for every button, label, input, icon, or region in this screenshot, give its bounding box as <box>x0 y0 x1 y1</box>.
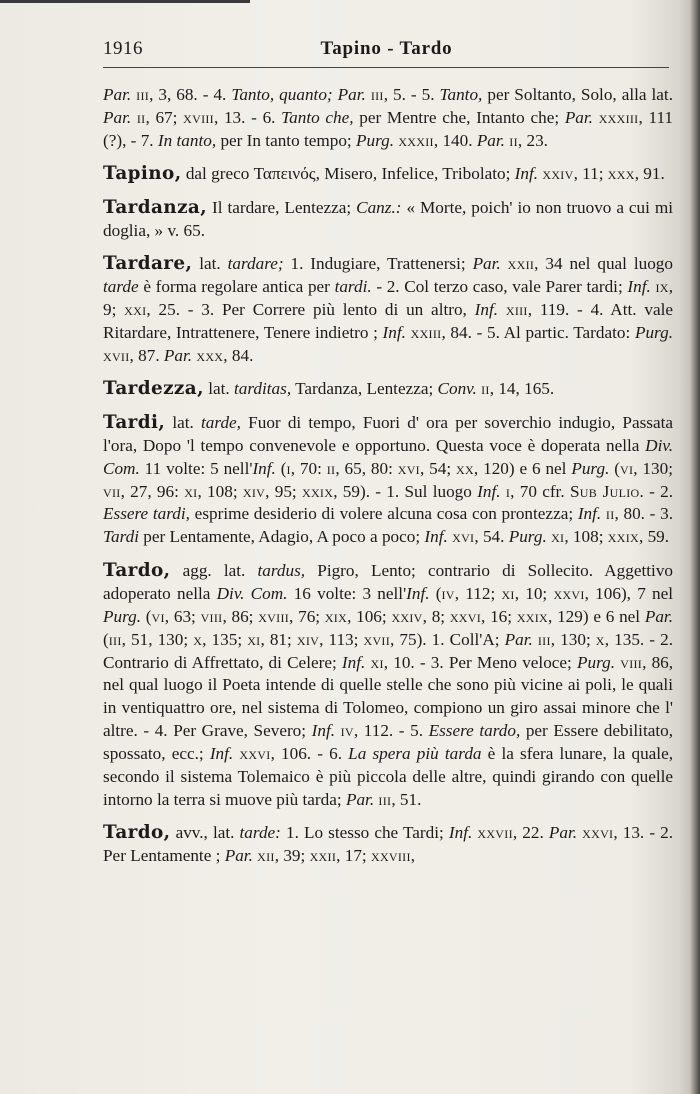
italic-text: Essere tardo, <box>428 721 521 741</box>
text-run: per In tanto tempo; <box>216 130 356 150</box>
text-run: Il tardare, Lentezza; <box>207 197 357 217</box>
italic-text: Par. <box>103 85 132 104</box>
headword: Tardezza, <box>103 378 204 400</box>
small-caps-numeral: xii <box>257 846 275 866</box>
text-run: , 106; <box>347 606 392 626</box>
text-run: , 22. <box>512 823 549 843</box>
italic-text: Par. <box>337 85 366 104</box>
italic-text: Inf. <box>209 744 234 764</box>
page-edge-shadow <box>690 0 700 1094</box>
text-run: , 135. - 2. Contrario di Affrettato, di Celere; <box>103 629 673 672</box>
italic-text: tardare; <box>227 254 284 274</box>
italic-text: Inf. <box>577 504 602 524</box>
text-run: « Morte, poich' io non truovo a cui mi doglia, » v. 65. <box>103 197 673 240</box>
text-run: 1. Lo stesso che Tardi; <box>280 823 449 843</box>
small-caps-numeral: xx <box>455 458 474 478</box>
italic-text: tarde <box>103 277 139 297</box>
small-caps-numeral: xviii <box>258 606 290 626</box>
running-title: Tapino - Tardo <box>320 38 453 59</box>
small-caps-numeral: Sub Julio <box>569 481 640 501</box>
text-run: ( <box>429 583 442 603</box>
small-caps-numeral: vii <box>103 481 121 501</box>
italic-text: Purg. <box>634 322 673 342</box>
text-run: , 10. - 3. Per Meno veloce; <box>383 652 577 672</box>
italic-text: tarde: <box>239 823 281 843</box>
small-caps-numeral: xxiv <box>542 164 574 184</box>
small-caps-numeral: iii <box>378 789 392 809</box>
text-run: , 59). - 1. Sul luogo <box>333 481 478 501</box>
headword: Tardo, <box>103 559 171 581</box>
small-caps-numeral: xxi <box>124 300 147 320</box>
entry-tardanza <box>103 197 673 243</box>
italic-text: Inf. <box>514 164 539 184</box>
dictionary-entries <box>103 84 673 879</box>
text-run: , 76; <box>289 606 325 626</box>
text-run: , 91. <box>634 164 665 184</box>
small-caps-numeral: xi <box>247 629 261 649</box>
text-run: , 59. <box>638 527 670 547</box>
small-caps-numeral: xvi <box>452 527 475 547</box>
text-run: ( <box>103 629 109 649</box>
text-run: , 112; <box>454 583 502 603</box>
italic-text: Purg. <box>356 130 395 150</box>
small-caps-numeral: i <box>286 458 291 478</box>
text-run: , 84. - 5. Al partic. Tardato: <box>441 322 635 342</box>
small-caps-numeral: xxvi <box>449 606 482 626</box>
italic-text: Inf. <box>627 277 651 297</box>
text-run: , 8; <box>422 606 450 626</box>
text-run: , 80. - 3. <box>614 504 674 524</box>
text-run: , 3, 68. - 4. <box>149 85 232 104</box>
text-run: . - 2. <box>639 481 674 501</box>
headword: Tardare, <box>103 253 193 275</box>
text-run <box>498 300 506 319</box>
italic-text: Tanto, <box>439 85 483 104</box>
italic-text: La spera più tarda <box>348 744 482 764</box>
text-run: , <box>410 846 416 866</box>
text-run: , 135; <box>202 629 248 649</box>
text-run: , 86, nel qual luogo il Poeta intende di quelle stelle che sono più vicine ai poli, le quali in ventiquattro ore, nel sistema di Tolomeo, compiono un giro assai minore che l' altre. - 4. Per Grave, Severo; <box>103 652 674 741</box>
italic-text: Tanto, quanto; <box>231 85 333 104</box>
text-run: , 120) e 6 nel <box>473 458 572 478</box>
italic-text: tardus, <box>257 560 306 580</box>
italic-text: Inf. <box>341 652 366 672</box>
italic-text: Inf. <box>477 481 501 501</box>
italic-text: tarditas, <box>233 379 292 399</box>
text-run: , 140. <box>433 130 477 150</box>
small-caps-numeral: vi <box>619 458 634 478</box>
text-run: , 13. - 6. <box>213 107 282 127</box>
small-caps-numeral: xiv <box>296 629 320 649</box>
text-run: , 51, 130; <box>121 629 194 649</box>
text-run: , 67; <box>145 107 184 127</box>
text-run: , 130; <box>550 629 596 649</box>
text-run: , 16; <box>481 606 517 626</box>
text-run: per Lentamente, Adagio, A poco a poco; <box>139 527 425 547</box>
headword: Tardi, <box>103 411 166 433</box>
text-run: , 111 (?), - 7. <box>103 107 673 150</box>
small-caps-numeral: ii <box>605 504 615 524</box>
small-caps-numeral: xix <box>324 606 348 626</box>
small-caps-numeral: xvii <box>103 345 130 365</box>
small-caps-numeral: xxx <box>196 345 224 365</box>
text-run: lat. <box>165 412 202 432</box>
text-run: per Mentre che, Intanto che; <box>353 107 565 127</box>
small-caps-numeral: xxxiii <box>598 107 639 127</box>
small-caps-numeral: xxvi <box>582 823 614 843</box>
text-run: per Soltanto, Solo, alla lat. <box>482 85 673 104</box>
small-caps-numeral: i <box>505 481 511 501</box>
headword: Tardanza, <box>103 196 208 218</box>
small-caps-numeral: xxviii <box>370 846 411 866</box>
italic-text: Div. Com. <box>216 583 288 603</box>
text-run: lat. <box>203 379 234 399</box>
italic-text: Essere tardi, <box>103 504 190 524</box>
text-run: , 108; <box>564 527 608 547</box>
text-run: , 39; <box>274 846 310 866</box>
italic-text: Inf. <box>424 527 448 547</box>
text-run: Pigro, Lento; contrario di Sollecito. Aggettivo adoperato nella <box>103 560 674 603</box>
text-run <box>501 254 508 273</box>
text-run: , 34 nel qual luogo <box>534 254 673 274</box>
small-caps-numeral: xvi <box>397 458 420 478</box>
small-caps-numeral: xviii <box>183 107 214 127</box>
italic-text: Par. <box>548 823 578 843</box>
text-run: , 113; <box>319 629 364 649</box>
text-run: , 13. - 2. Per Lentamente ; <box>103 823 674 866</box>
text-run: , 81; <box>260 629 297 649</box>
italic-text: Par. <box>476 130 505 150</box>
text-run: 11 volte: 5 nell' <box>139 458 253 478</box>
text-run: dal greco Ταπεινός, Misero, Infelice, Tribolato; <box>181 164 515 184</box>
text-run: , 87. <box>129 345 164 365</box>
small-caps-numeral: xxx <box>607 164 635 184</box>
small-caps-numeral: xxiv <box>391 606 423 626</box>
small-caps-numeral: iii <box>108 629 122 649</box>
text-run: , 65, 80: <box>335 458 398 478</box>
italic-text: Tardi <box>103 527 139 547</box>
entry-continuation <box>103 84 673 153</box>
italic-text: Purg. <box>103 606 142 626</box>
small-caps-numeral: x <box>595 629 605 649</box>
small-caps-numeral: xxvii <box>477 823 513 843</box>
text-run: , 11; <box>573 164 608 184</box>
small-caps-numeral: ii <box>509 130 518 150</box>
text-run: , 86; <box>222 606 259 626</box>
text-run: , 63; <box>164 606 201 626</box>
text-run: , 75). 1. Coll'A; <box>390 629 505 649</box>
small-caps-numeral: vi <box>151 606 165 626</box>
italic-text: Inf. <box>448 823 473 843</box>
small-caps-numeral: viii <box>200 606 223 626</box>
text-run: ( <box>609 458 620 478</box>
small-caps-numeral: xxix <box>302 481 334 501</box>
italic-text: Par. <box>103 107 132 127</box>
small-caps-numeral: iii <box>537 629 551 649</box>
small-caps-numeral: xxix <box>516 606 549 626</box>
text-run: , 23. <box>517 130 548 150</box>
text-run: 16 volte: 3 nell' <box>287 583 407 603</box>
italic-text: tarde, <box>201 412 241 432</box>
text-run: , 27, 96: <box>120 481 185 501</box>
header-rule <box>103 67 669 68</box>
text-run: ( <box>275 458 287 478</box>
italic-text: Par. <box>504 629 533 649</box>
italic-text: Par. <box>163 345 193 365</box>
small-caps-numeral: iii <box>136 85 150 104</box>
text-run: Fuor di tempo, Fuori d' ora per soverchio indugio, Passata l'ora, Dopo 'l tempo convenevole e opportuno. Questa voce è doperata nella <box>103 412 673 455</box>
text-run: agg. lat. <box>170 560 258 580</box>
text-run: 1. Indugiare, Trattenersi; <box>283 254 473 274</box>
small-caps-numeral: xiv <box>242 481 266 501</box>
text-run: , 84. <box>223 345 254 365</box>
small-caps-numeral: iv <box>340 721 354 741</box>
italic-text: Inf. <box>382 322 406 342</box>
small-caps-numeral: iii <box>370 85 384 104</box>
text-run: ( <box>141 606 152 626</box>
small-caps-numeral: ii <box>326 458 336 478</box>
headword: Tapino, <box>103 163 182 185</box>
italic-text: Div. Com. <box>103 435 673 478</box>
text-run: , 130; <box>633 458 673 478</box>
text-run: , 129) e 6 nel <box>548 606 645 626</box>
italic-text: Purg. <box>571 458 610 478</box>
italic-text: In tanto, <box>157 130 217 150</box>
entry-tardo-adverb <box>103 822 673 868</box>
italic-text: Par. <box>564 107 593 127</box>
italic-text: Par. <box>224 846 253 866</box>
italic-text: Par. <box>472 254 501 274</box>
small-caps-numeral: iv <box>441 583 455 603</box>
text-run: , 54; <box>419 458 456 478</box>
text-run: per Essere debilitato, spossato, ecc.; <box>103 721 674 764</box>
text-run: , 54. <box>474 527 509 547</box>
text-run: , 14, 165. <box>489 379 555 399</box>
italic-text: Conv. <box>437 379 477 399</box>
small-caps-numeral: xxvi <box>239 744 271 764</box>
small-caps-numeral: ix <box>655 277 669 297</box>
small-caps-numeral: ii <box>481 379 490 399</box>
entry-tardo-adjective <box>103 560 673 812</box>
text-run: è la sfera lunare, la quale, secondo il sistema Tolemaico è più piccola delle altre, quindi girando con quelle intorno la terra si muove più tarda; <box>103 744 674 809</box>
small-caps-numeral: xi <box>551 527 565 547</box>
small-caps-numeral: x <box>193 629 203 649</box>
text-run: , 106), 7 nel <box>584 583 674 603</box>
italic-text: Purg. <box>577 652 616 672</box>
small-caps-numeral: viii <box>620 652 643 672</box>
text-run: - 2. Col terzo caso, vale Parer tardi; <box>371 277 628 297</box>
small-caps-numeral: xi <box>501 583 515 603</box>
text-run: , 70: <box>290 458 327 478</box>
text-run: , 70 cfr. <box>510 481 570 501</box>
text-run: avv., lat. <box>170 823 240 843</box>
text-run: lat. <box>192 254 228 274</box>
text-run: , 9; <box>103 277 674 320</box>
small-caps-numeral: xxxii <box>398 130 434 150</box>
text-run: è forma regolare antica per <box>138 277 335 297</box>
italic-text: Purg. <box>508 527 547 547</box>
text-run: , 95; <box>265 481 302 501</box>
italic-text: Tanto che, <box>281 107 354 127</box>
text-run: , 25. - 3. Per Correre più lento di un altro, <box>146 300 475 320</box>
entry-tardare <box>103 253 673 368</box>
text-run: , 106. - 6. <box>270 744 349 764</box>
italic-text: Inf. <box>474 300 499 320</box>
entry-tapino <box>103 163 673 186</box>
small-caps-numeral: xvii <box>363 629 391 649</box>
small-caps-numeral: xi <box>370 652 384 672</box>
italic-text: Inf. <box>311 721 336 741</box>
headword: Tardo, <box>103 822 171 844</box>
italic-text: Par. <box>345 789 375 809</box>
small-caps-numeral: xi <box>184 481 198 501</box>
text-run: , 112. - 5. <box>353 721 429 741</box>
small-caps-numeral: ii <box>136 107 146 127</box>
italic-text: Canz.: <box>356 197 402 217</box>
text-run: , 108; <box>197 481 243 501</box>
text-run: , 5. - 5. <box>383 85 440 104</box>
text-run: Tardanza, Lentezza; <box>291 379 438 399</box>
text-run: esprime desiderio di volere alcuna cosa con prontezza; <box>189 504 578 524</box>
italic-text: Inf. <box>252 458 276 478</box>
text-run: , 17; <box>336 846 371 866</box>
small-caps-numeral: xxvi <box>553 583 585 603</box>
entry-tardezza <box>103 378 673 401</box>
small-caps-numeral: xxii <box>309 846 337 866</box>
page-header <box>103 38 670 64</box>
text-run: , 119. - 4. Att. vale Ritardare, Intrattenere, Tenere indietro ; <box>103 300 673 342</box>
small-caps-numeral: xxii <box>507 254 535 274</box>
entry-tardi <box>103 412 673 549</box>
small-caps-numeral: xxiii <box>410 322 442 342</box>
small-caps-numeral: xiii <box>505 300 528 320</box>
page-number: 1916 <box>103 38 143 59</box>
small-caps-numeral: xxix <box>607 527 639 547</box>
text-run: , 51. <box>391 789 422 809</box>
top-scan-rule <box>0 0 250 3</box>
italic-text: Inf. <box>406 583 430 603</box>
italic-text: Par. <box>644 606 673 626</box>
italic-text: tardi. <box>334 277 372 297</box>
text-run: , 10; <box>514 583 554 603</box>
